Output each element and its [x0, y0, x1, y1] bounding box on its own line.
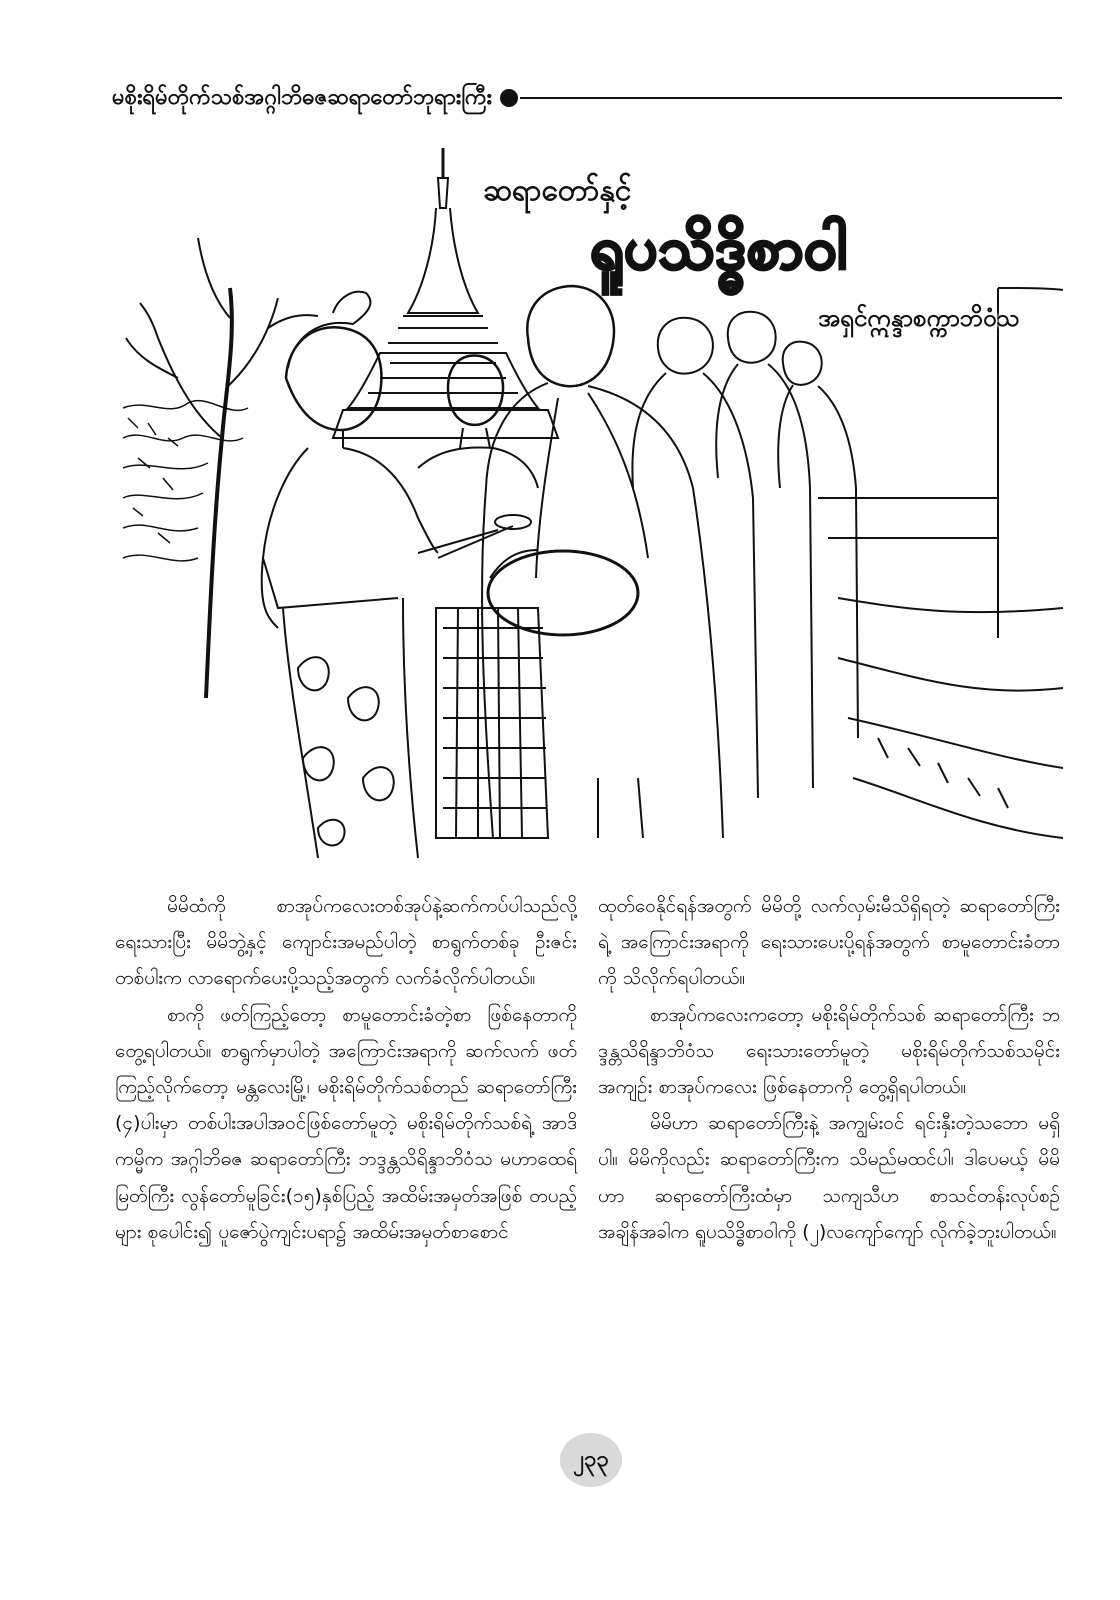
bullet-dot — [500, 89, 518, 107]
text-column-left — [115, 888, 577, 1250]
article-subtitle: ဆရာတော်နှင့် — [483, 173, 632, 208]
monk-drawing — [482, 286, 723, 838]
monks-line-drawing — [632, 312, 858, 798]
running-header — [112, 78, 1062, 118]
woman-drawing — [262, 292, 531, 858]
paragraph: မိမိထံကို စာအုပ်ကလေးတစ်အုပ်နဲ့ဆက်ကပ်ပါသည်လို့ ရေးသားပြီး မိမိဘွဲ့နှင့် ကျောင်းအမည်ပါတဲ့ စာရွက်တစ်ခု ဦးဇင်းတစ်ပါးက လာရောက်ပေးပို့သည့်အတွက် လက်ခံလိုက်ပါတယ်။ — [115, 895, 577, 990]
article-author: အရှင်ဣန္ဒာစက္ကာဘိဝံသ — [818, 304, 1020, 332]
building-drawing — [818, 288, 1063, 838]
page-number: ၂၃၃ — [560, 1433, 622, 1487]
paragraph: မိမိဟာ ဆရာတော်ကြီးနဲ့ အကျွမ်းဝင် ရင်းနှီးတဲ့သဘော မရှိပါ။ မိမိကိုလည်း ဆရာတော်ကြီးက သိမည်မထင်ပါ၊ ဒါပေမယ့် မိမိဟာ ဆရာတော်ကြီးထံမှာ သကျသီဟ စာသင်တန်းလုပ်စဉ် အချိန်အခါက ရူပသိဒ္ဓိစာဝါကို (၂)လကျော်ကျော် လိုက်ခဲ့ဘူးပါတယ်။ — [598, 1112, 1060, 1243]
tree-drawing — [126, 238, 318, 698]
foliage-drawing — [123, 401, 248, 561]
paragraph: ထုတ်ဝေနိုင်ရန်အတွက် မိမိတို့ လက်လှမ်းမီသိရှိရတဲ့ ဆရာတော်ကြီးရဲ့ အကြောင်းအရာကို ရေးသားပေးပို့ရန်အတွက် စာမူတောင်းခံတာကို သိလိုက်ရပါတယ်။ — [598, 895, 1060, 990]
header-rule — [520, 97, 1062, 99]
article-title: ရူပသိဒ္ဓိစာဝါ — [590, 214, 848, 282]
text-column-right — [598, 888, 1060, 1250]
paragraph: စာအုပ်ကလေးကတော့ မစိုးရိမ်တိုက်သစ် ဆရာတော်ကြီး ဘဒ္ဒန္တသိရိန္ဒာဘိဝံသ ရေးသားတော်မူတဲ့ မစိုးရိမ်တိုက်သစ်သမိုင်းအကျဉ်း စာအုပ်ကလေး ဖြစ်နေတာကို တွေ့ရှိရပါတယ်။ — [598, 1003, 1060, 1099]
running-title: မစိုးရိမ်တိုက်သစ်အဂ္ဂါဘိဓဇဆရာတော်ဘုရားကြီး — [112, 84, 493, 110]
paragraph: စာကို ဖတ်ကြည့်တော့ စာမူတောင်းခံတဲ့စာ ဖြစ်နေတာကို တွေ့ရပါတယ်။ စာရွက်မှာပါတဲ့ အကြောင်းအရာကို ဆက်လက် ဖတ်ကြည့်လိုက်တော့ မန္တလေးမြို့၊ မစိုးရိမ်တိုက်သစ်တည် ဆရာတော်ကြီး (၄)ပါးမှာ တစ်ပါးအပါအဝင်ဖြစ်တော်မူတဲ့ မစိုးရိမ်တိုက်သစ်ရဲ့ အာဒိကမ္မိက အဂ္ဂါဘိဓဇ ဆရာတော်ကြီး ဘဒ္ဒန္တသိရိန္ဒာဘိဝံသ မဟာထေရ်မြတ်ကြီး လွန်တော်မူခြင်း(၁၅)နှစ်ပြည့် အထိမ်းအမှတ်အဖြစ် တပည့်များ စုပေါင်း၍ ပူဇော်ပွဲကျင်းပရာ၌ အထိမ်းအမှတ်စာစောင် — [115, 1003, 577, 1243]
